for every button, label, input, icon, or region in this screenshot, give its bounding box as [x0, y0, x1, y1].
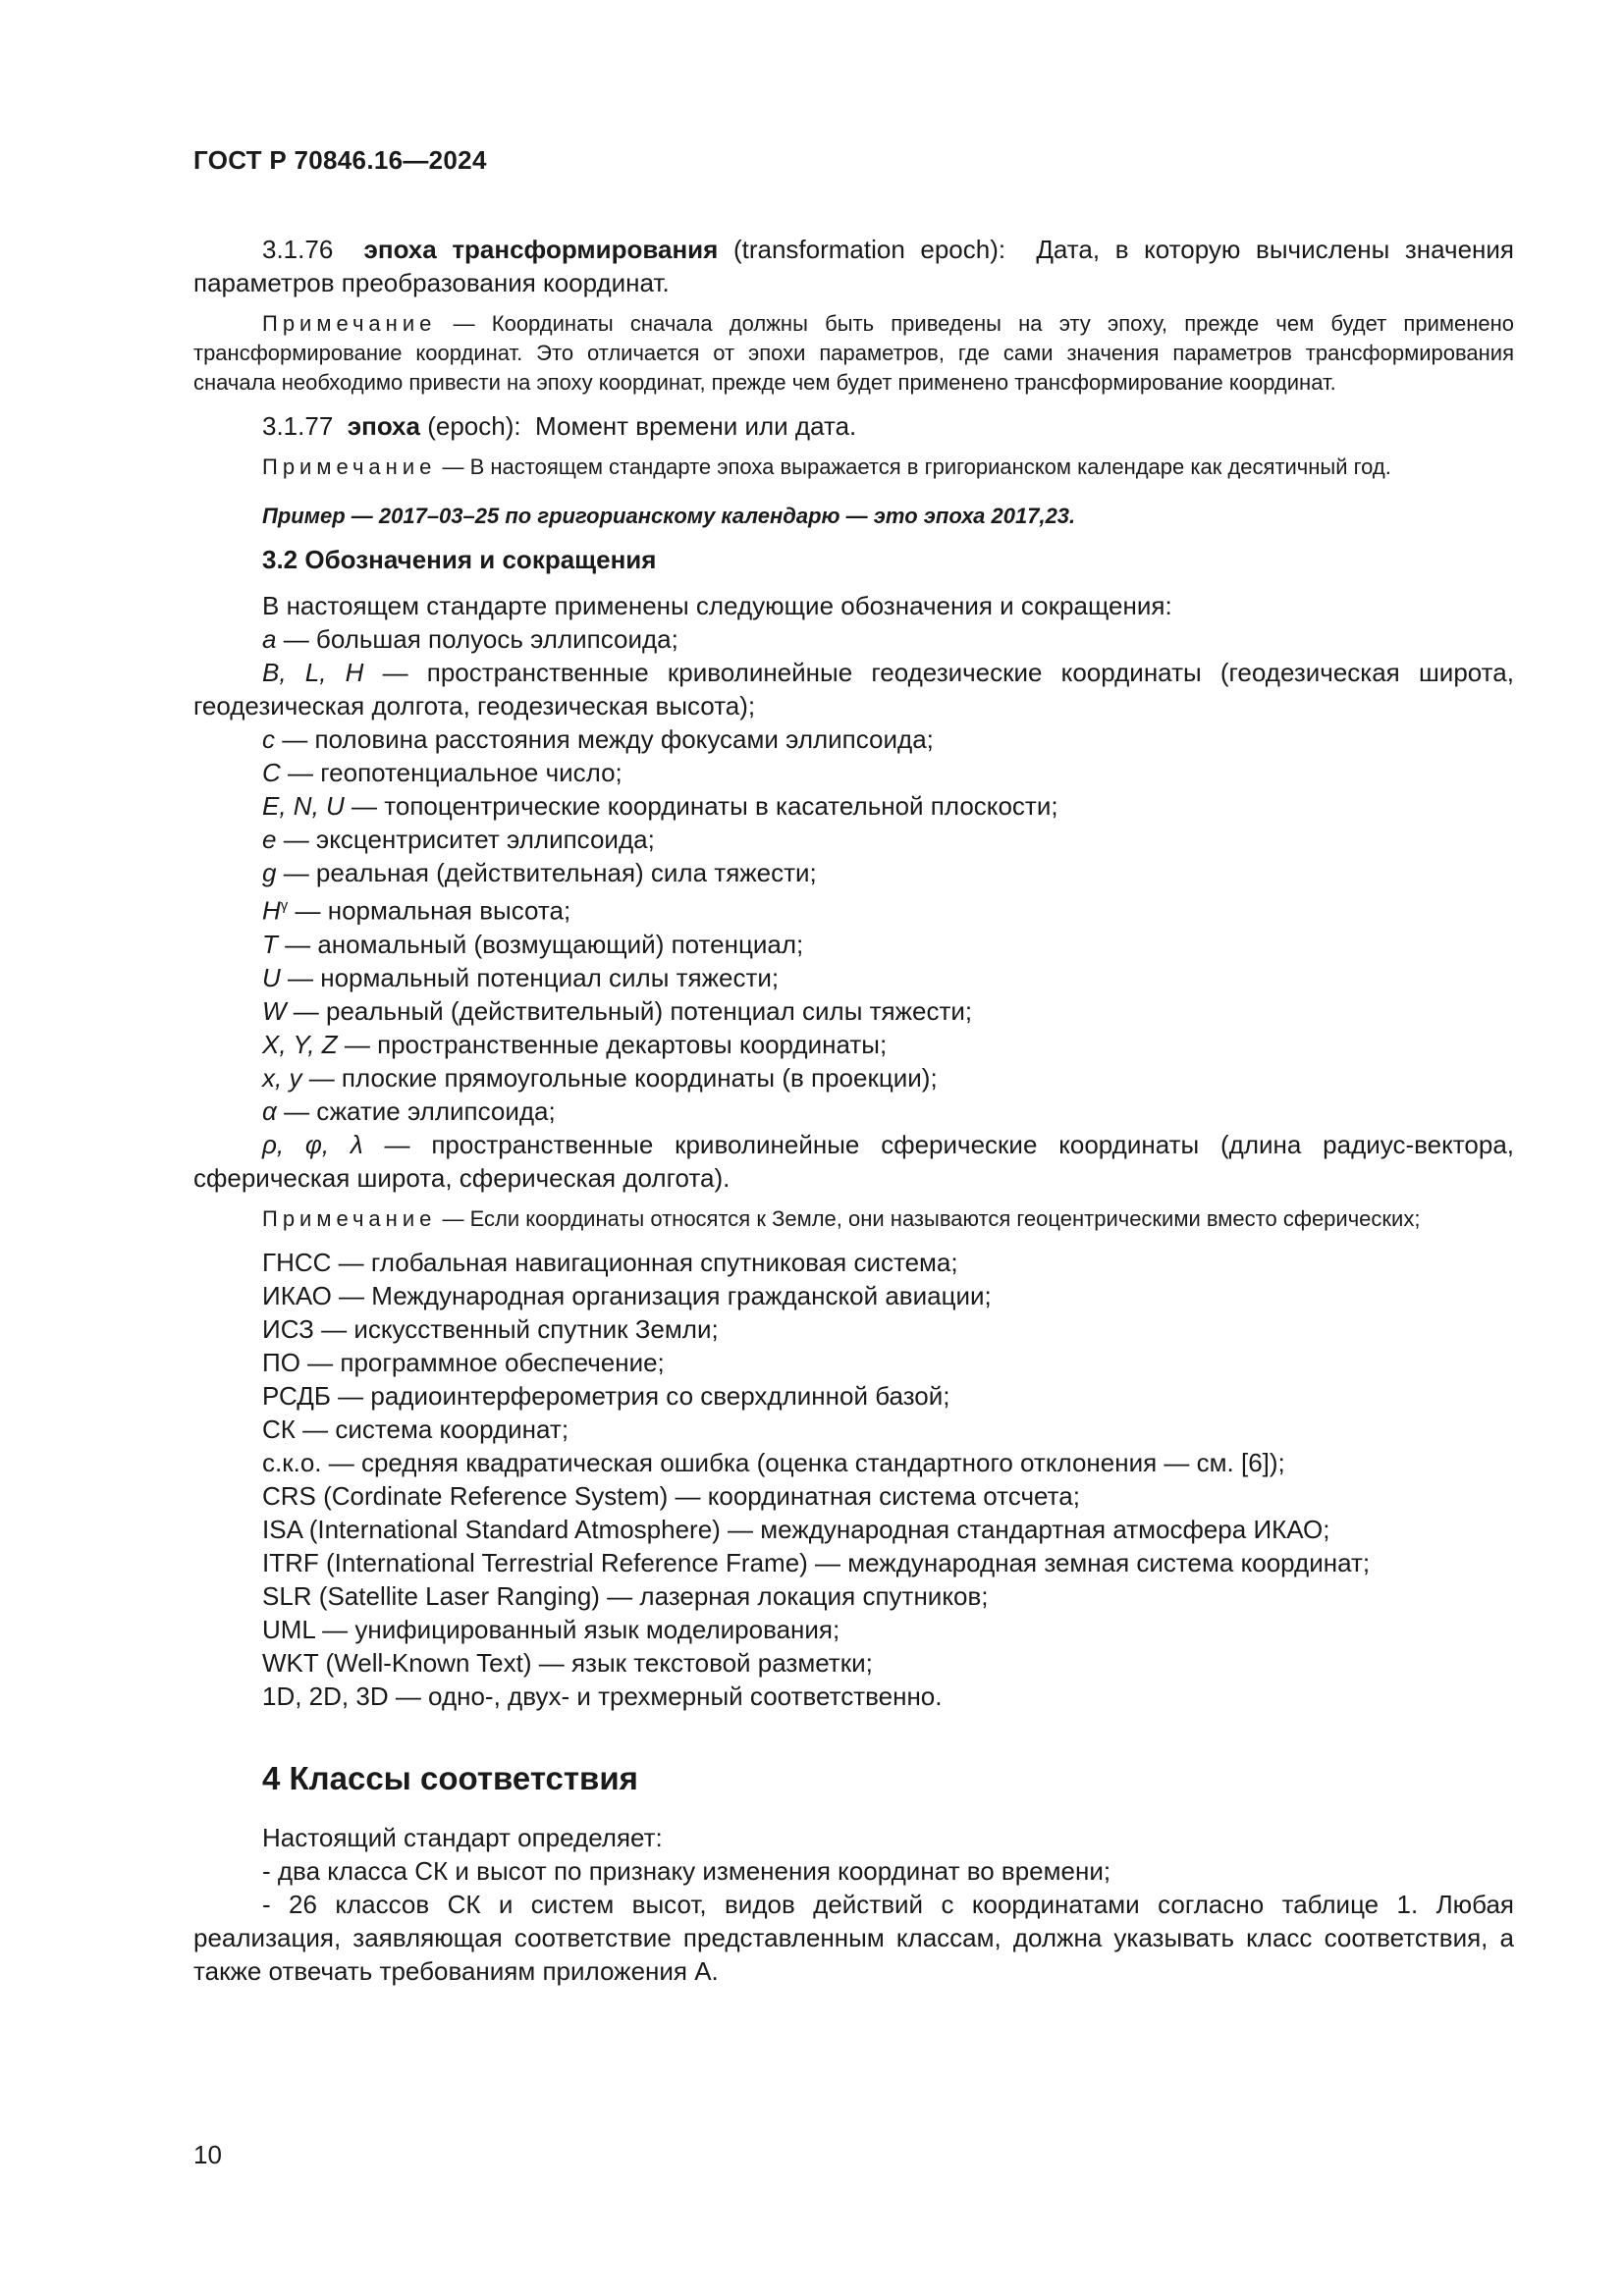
symbol-item — [193, 1095, 1514, 1128]
symbol-term: x, y — [262, 1062, 302, 1093]
symbol-description: — плоские прямоугольные координаты (в проекции); — [308, 1062, 938, 1093]
note-text: — Если координаты относятся к Земле, они называются геоцентрическими вместо сферических; — [442, 1205, 1421, 1231]
symbol-term: c — [262, 724, 275, 754]
symbol-description: — реальная (действительная) сила тяжести; — [283, 858, 817, 887]
symbol-description: — большая полуось эллипсоида; — [283, 624, 678, 654]
abbreviation-item: ИСЗ — искусственный спутник Земли; — [262, 1313, 719, 1344]
note-text: — Координаты сначала должны быть приведены на эту эпоху, прежде чем будет применено трансформирование координат. Это отличается от эпохи параметров, где сами значения параметров трансформирования сначала необходимо привести на эпоху координат, прежде чем будет применено трансформирование координат. — [193, 311, 1514, 395]
note-2 — [193, 453, 1514, 482]
symbol-description: — пространственные криволинейные сферические координаты (длина радиус-вектора, сферическая широта, сферическая долгота). — [193, 1129, 1514, 1193]
symbol-description: — эксцентриситет эллипсоида; — [283, 825, 655, 854]
symbol-description: — реальный (действительный) потенциал силы тяжести; — [293, 995, 973, 1026]
symbol-term: B, L, H — [262, 658, 364, 687]
abbreviation-item: ITRF (International Terrestrial Reference Frame) — международная земная система координат; — [262, 1547, 1371, 1577]
symbol-term: X, Y, Z — [262, 1029, 338, 1059]
abbreviation-item: UML — унифицированный язык моделирования; — [262, 1614, 840, 1644]
note-3 — [193, 1204, 1514, 1234]
symbols-list — [193, 622, 1514, 1195]
abbreviation-item: CRS (Cordinate Reference System) — координатная система отсчета; — [262, 1480, 1080, 1511]
section-3-2-heading: 3.2 Обозначения и сокращения — [262, 545, 657, 574]
symbol-term: C — [262, 758, 281, 787]
def-english: (epoch): — [427, 411, 521, 441]
symbol-description: — пространственные декартовы координаты; — [344, 1029, 888, 1059]
symbol-term: α — [262, 1095, 277, 1126]
symbol-term: g — [262, 858, 277, 887]
symbol-description: — сжатие эллипсоида; — [284, 1095, 556, 1126]
symbol-item — [193, 1128, 1514, 1195]
symbol-superscript: γ — [280, 897, 289, 914]
def-number: 3.1.76 — [262, 235, 334, 264]
section-4-line: - 26 классов СК и систем высот, видов действий с координатами согласно таблице 1. Любая реализация, заявляющая соответствие представленным классам, должна указывать класс соответствия, а также отвечать требованиям приложения А. — [193, 1889, 1514, 1986]
intro-line: В настоящем стандарте применены следующие обозначения и сокращения: — [262, 591, 1172, 620]
abbreviation-item: РСДБ — радиоинтерферометрия со сверхдлинной базой; — [262, 1380, 950, 1411]
symbol-term: W — [262, 995, 287, 1026]
symbol-description: — нормальная высота; — [295, 895, 571, 926]
symbol-term: U — [262, 962, 281, 992]
section-4-line: Настоящий стандарт определяет: — [262, 1822, 663, 1852]
symbol-item — [193, 823, 1514, 856]
symbol-description: — половина расстояния между фокусами эллипсоида; — [282, 724, 934, 754]
def-text: Момент времени или дата. — [535, 411, 857, 441]
def-term: эпоха — [347, 411, 420, 441]
abbreviation-item: SLR (Satellite Laser Ranging) — лазерная локация спутников; — [262, 1580, 989, 1611]
symbol-item — [193, 961, 1514, 994]
def-number: 3.1.77 — [262, 411, 334, 441]
symbol-description: — топоцентрические координаты в касательной плоскости; — [352, 791, 1058, 821]
note-label: Примечание — [262, 454, 437, 479]
note-label: Примечание — [262, 1205, 437, 1231]
symbol-item — [193, 756, 1514, 789]
abbreviation-item: ISA (International Standard Atmosphere) — международная стандартная атмосфера ИКАО; — [262, 1514, 1330, 1544]
abbreviation-item: СК — система координат; — [262, 1414, 569, 1444]
note-label: Примечание — [262, 311, 437, 336]
abbreviation-item: 1D, 2D, 3D — одно-, двух- и трехмерный соответственно. — [262, 1681, 943, 1711]
abbreviation-item: ИКАО — Международная организация гражданской авиации; — [262, 1280, 992, 1310]
symbol-description: — аномальный (возмущающий) потенциал; — [285, 929, 804, 959]
definition-3-1-77 — [193, 409, 1514, 443]
symbol-term: E, N, U — [262, 791, 345, 821]
symbol-description: — пространственные криволинейные геодезические координаты (геодезическая широта, геодезическая долгота, геодезическая высота); — [193, 658, 1514, 721]
def-text: Дата, в которую вычислены значения параметров преобразования координат. — [193, 235, 1514, 297]
section-4-heading: 4 Классы соответствия — [262, 1759, 638, 1796]
note-text: — В настоящем стандарте эпоха выражается в григорианском календаре как десятичный год. — [442, 454, 1391, 479]
symbol-item — [193, 622, 1514, 656]
symbol-item — [193, 1028, 1514, 1061]
example: Пример — 2017–03–25 по григорианскому календарю — это эпоха 2017,23. — [262, 504, 1076, 528]
symbol-item — [193, 994, 1514, 1028]
symbol-term: a — [262, 624, 277, 654]
abbreviation-item: ГНСС — глобальная навигационная спутниковая система; — [262, 1247, 958, 1277]
symbol-item — [193, 656, 1514, 722]
symbol-term: H — [262, 895, 281, 926]
symbol-term: e — [262, 825, 277, 854]
section-4-body — [193, 1821, 1514, 1988]
def-english: (transformation epoch): — [732, 235, 1006, 264]
abbreviations-list — [193, 1246, 1514, 1713]
symbol-term: T — [262, 929, 278, 959]
symbol-item — [193, 789, 1514, 823]
symbol-description: — нормальный потенциал силы тяжести; — [288, 962, 780, 992]
symbol-item — [193, 928, 1514, 961]
symbol-item — [193, 722, 1514, 756]
document-page — [193, 145, 1514, 1988]
document-header: ГОСТ Р 70846.16—2024 — [193, 145, 487, 175]
page-number: 10 — [193, 2140, 222, 2169]
note-1 — [193, 309, 1514, 398]
symbol-term: ρ, φ, λ — [262, 1129, 363, 1159]
symbol-item — [193, 1061, 1514, 1095]
abbreviation-item: ПО — программное обеспечение; — [262, 1347, 665, 1377]
def-term: эпоха трансформирования — [363, 235, 719, 264]
symbol-item — [193, 889, 1514, 928]
definition-3-1-76 — [193, 233, 1514, 299]
abbreviation-item: WKT (Well-Known Text) — язык текстовой разметки; — [262, 1647, 873, 1678]
abbreviation-item: с.к.о. — средняя квадратическая ошибка (оценка стандартного отклонения — см. [6]); — [262, 1447, 1285, 1477]
symbol-description: — геопотенциальное число; — [288, 758, 623, 787]
symbol-item — [193, 856, 1514, 889]
section-4-line: - два класса СК и высот по признаку изменения координат во времени; — [262, 1855, 1111, 1886]
